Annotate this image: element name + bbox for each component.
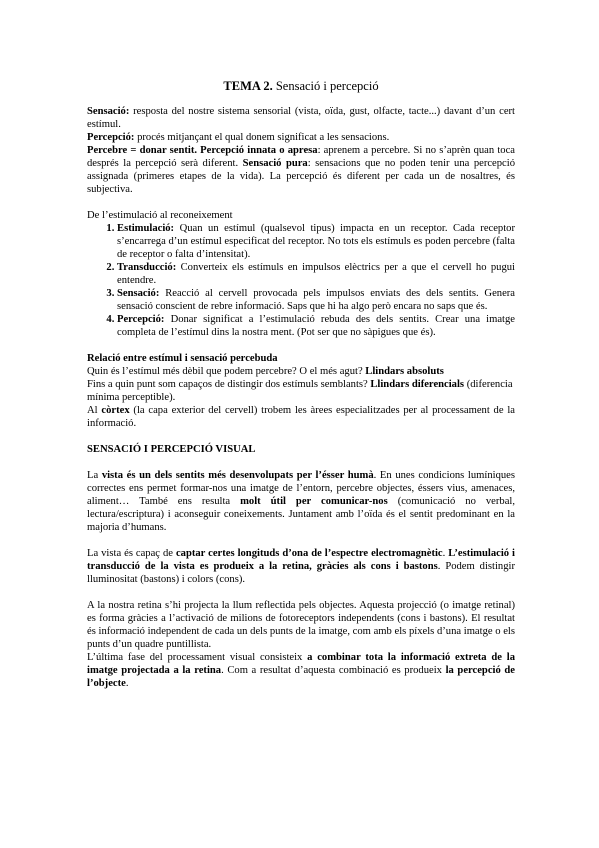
p4-e: . (125, 678, 129, 689)
page-title (87, 80, 515, 93)
p2-e: . Podem distingir lluminositat (bastons) i colors (cons). (87, 561, 516, 585)
p2-a: La vista és capaç de (87, 548, 176, 559)
list-item (117, 261, 515, 287)
stimulation-intro: De l’estimulació al reconeixement (87, 210, 233, 221)
list-item (117, 222, 515, 261)
percepcio-text: procés mitjançant el qual donem significat a les sensacions. (134, 132, 390, 143)
p4-c: . Com a resultat d’aquesta combinació es produeix (221, 665, 446, 676)
p4-a: L’última fase del processament visual consisteix (87, 652, 308, 663)
sensacio-text: resposta del nostre sistema sensorial (vista, oïda, gust, olfacte, tacte...) davant d’un cert estímul. (87, 106, 515, 130)
q1-bold: Llindars absoluts (365, 366, 444, 377)
title-number: TEMA 2. (223, 79, 273, 93)
p4-d: la percepció de l’objecte (87, 665, 515, 689)
pura-text: : sensacions que no poden tenir una percepció assignada (primeres etapes de la vida). La percepció és diferent per cada un de nosaltres, és subjectiva. (87, 158, 515, 195)
relation-heading: Relació entre estímul i sensació percebuda (87, 353, 278, 364)
definition-percebre (87, 144, 515, 196)
p2-b: captar certes longituds d’ona de l’espectre electromagnètic (175, 548, 443, 559)
sensacio-label: Sensació: (87, 106, 130, 117)
cortex-pre: Al (87, 405, 102, 416)
definition-sensacio (87, 105, 515, 131)
visual-paragraph-2 (87, 547, 515, 586)
visual-paragraph-1 (87, 469, 515, 534)
item-label: Estimulació: (117, 223, 175, 234)
stimulation-list (87, 222, 515, 339)
percebre-text: : aprenem a percebre. Si no s’aprèn quan toca després la percepció serà diferent. (87, 145, 515, 169)
p4-b: a combinar tota la informació extreta de la imatge projectada a la retina (87, 652, 515, 676)
document-page (87, 72, 515, 690)
q2-tail: (diferencia mínima perceptible). (87, 379, 513, 403)
q2-bold: Llindars diferencials (370, 379, 465, 390)
visual-paragraph-3: A la nostra retina s’hi projecta la llum reflectida pels objectes. Aquesta projecció (o imatge retinal) es forma gràcies a l’activació de milions de fotoreceptors independents (cons i bastons). El resultat és informació independent de cada un dels punts de la imatge, com amb els píxels d’una imatge o els punts d’un quadre puntillista. (87, 600, 515, 650)
relation-q2 (87, 378, 515, 404)
item-label: Transducció: (117, 262, 177, 273)
relation-cortex (87, 404, 515, 430)
p2-c: . (442, 548, 449, 559)
visual-paragraph-4 (87, 651, 515, 690)
p1-d: molt útil per comunicar-nos (240, 496, 388, 507)
definition-percepcio (87, 131, 515, 144)
item-label: Percepció: (117, 314, 165, 325)
visual-heading: SENSACIÓ I PERCEPCIÓ VISUAL (87, 444, 256, 455)
item-text: Reacció al cervell provocada pels impulsos enviats des dels sentits. Genera sensació conscient de rebre informació. Saps que hi ha algo però encara no saps que és. (117, 288, 515, 312)
q1-text: Quin és l’estímul més dèbil que podem percebre? O el més agut? (87, 366, 366, 377)
item-label: Sensació: (117, 288, 160, 299)
p1-a: La (87, 470, 102, 481)
cortex-bold: còrtex (101, 405, 130, 416)
list-item (117, 287, 515, 313)
relation-q1 (87, 365, 515, 378)
pura-label: Sensació pura (242, 158, 308, 169)
item-text: Donar significat a l’estimulació rebuda des dels sentits. Crear una imatge completa de l’estímul dins la nostra ment. (Pot ser que no sàpigues que és). (117, 314, 515, 338)
p1-c: . En unes condicions lumíniques correctes ens permet formar-nos una imatge de l’entorn, percebre objectes, éssers vius, amenaces, aliment… També ens resulta (87, 470, 515, 507)
q2-text: Fins a quin punt som capaços de distingir dos estímuls semblants? (87, 379, 371, 390)
item-text: Quan un estímul (qualsevol tipus) impacta en un receptor. Cada receptor s’encarrega d’un estímul especificat del receptor. No tots els estímuls es poden percebre (falta de receptor o falta d’intensitat). (117, 223, 515, 260)
title-text: Sensació i percepció (272, 79, 379, 93)
percebre-label: Percebre = donar sentit. Percepció innata o apresa (87, 145, 318, 156)
list-item (117, 313, 515, 339)
p1-b: vista és un dels sentits més desenvolupats per l’ésser humà (101, 470, 374, 481)
item-text: Converteix els estímuls en impulsos elèctrics per a que el cervell ho pugui entendre. (117, 262, 515, 286)
p2-d: L’estimulació i transducció de la vista es produeix a la retina, gràcies als cons i bastons (87, 548, 515, 572)
p1-e: (comunicació no verbal, lectura/escriptura) i aconseguir coneixements. Juntament amb l’oïda és el sentit predominant en la majoria d’humans. (87, 496, 515, 533)
cortex-text: (la capa exterior del cervell) trobem les àrees especialitzades per al processament de la informació. (87, 405, 515, 429)
percepcio-label: Percepció: (87, 132, 135, 143)
